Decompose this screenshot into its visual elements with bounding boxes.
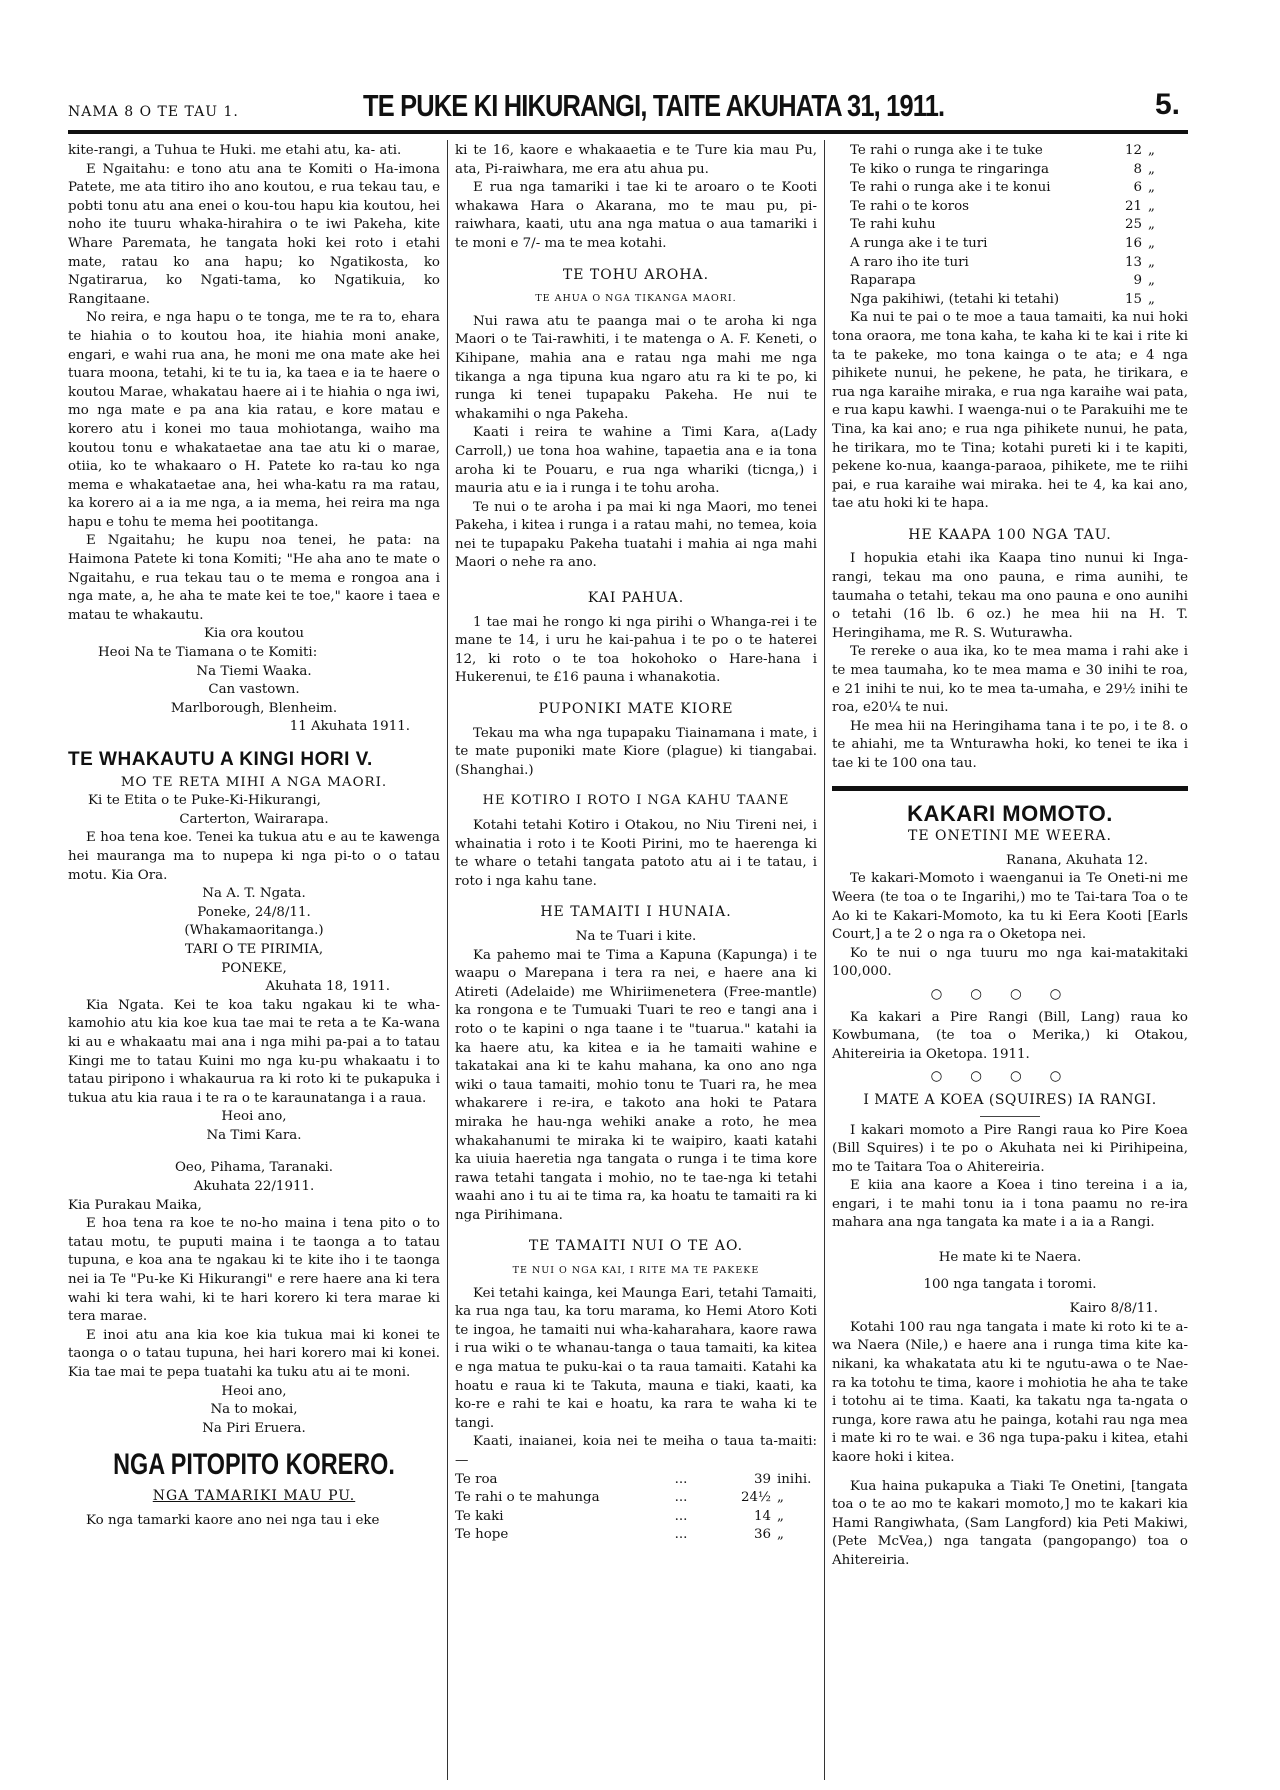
address: Oeo, Pihama, Taranaki. <box>174 1160 334 1176</box>
paragraph: E rua nga tamariki i tae ki te aroaro o te Kooti whakawa Hara o Akarana, mo te mau pu, pi-raiwhara, kaati, utu ana nga matua o aua tamariki i te moni e 7/- ma te mea kotahi. <box>455 180 817 251</box>
row-label: Te rahi o runga ake i te konui <box>850 180 1051 196</box>
row-unit: „ <box>1148 291 1155 307</box>
headline: He mate ki te Naera. <box>938 1250 1082 1266</box>
row-unit: „ <box>1148 143 1155 158</box>
table-row <box>832 254 1188 273</box>
row-unit: „ <box>1148 235 1155 251</box>
office-heading: PONEKE, <box>221 960 287 976</box>
row-label: Nga pakihiwi, (tetahi ki tetahi) <box>850 291 1060 307</box>
table-row <box>832 235 1188 254</box>
subheadline: NGA TAMARIKI MAU PU. <box>152 1487 356 1504</box>
subheadline: TE AHUA O NGA TIKANGA MAORI. <box>535 293 737 305</box>
column-1 <box>68 142 440 1530</box>
date: Akuhata 22/1911. <box>193 1179 315 1195</box>
paragraph: Kaati i reira te wahine a Timi Kara, a(Lady Carroll,) ue tona hoa wahine, tapaetia ana e ia tona aroha ki te Pouaru, e rua nga whariki (ticnga,) i mauria atu e ia i runga i te tohu aroha. <box>455 425 817 497</box>
paragraph: Ka pahemo mai te Tima a Kapuna (Kapunga) i te waapu o Marepana i tera ra nei, e haere ana ki Atireti (Adelaide) me Whiriimenetera (Free-mantle) ka rongona e te Tumuaki Tuari te reo e tangi ana i roto o te kapini o nga taane i te "tuarua." katahi ia ka haere atu, ka kitea e ia he tamaiti wahine e takatakai ana ki te kahu mahana, ka ono ano nga wiki o taua tamaiti, mohio tonu te Tuari ra, he mea whakarere i re-ira, e takoto ana hoki te Patara miraka he hau-nga wehiki anake a roto, he mea whakahanumi te miraka ki te waipiro, kaati katahi ka uiuia haeretia nga tangata o runga i te tima kore rawa tetahi tangata i mohio, no te tae-nga ki tetahi waahi ano i tu ai te tima ra, ka hoatu te tamaiti ra ki nga Pirihimana. <box>455 947 817 1223</box>
table-row <box>832 161 1188 180</box>
subheadline: 100 nga tangata i toromi. <box>923 1276 1097 1292</box>
dateline: Kairo 8/8/11. <box>1069 1301 1158 1317</box>
headline: KAI PAHUA. <box>587 590 685 607</box>
date: 11 Akuhata 1911. <box>289 719 410 735</box>
dateline: Ranana, Akuhata 12. <box>1005 852 1148 868</box>
column-divider <box>447 140 448 1780</box>
column-3 <box>832 142 1188 1571</box>
signoff: Heoi ano, <box>221 1383 287 1399</box>
row-unit: „ <box>1148 180 1155 196</box>
row-dots: ... <box>674 1471 688 1487</box>
separator-dots: ○○○○ <box>930 986 1090 1002</box>
row-unit: „ <box>777 1508 784 1524</box>
paragraph: He mea hii na Heringihama tana i te po, i te 8. o te ahiahi, me ta Wnturawha hoki, ko tenei te ika i tae ki te 100 ona tau. <box>832 718 1188 771</box>
row-label: Te rahi o te koros <box>850 198 970 214</box>
column-2 <box>455 142 817 1545</box>
row-value: 13 <box>1124 254 1142 270</box>
paragraph: Ko te nui o nga tuuru mo nga kai-matakitaki 100,000. <box>832 945 1188 980</box>
row-unit: „ <box>1148 198 1155 214</box>
paragraph: Kaati, inaianei, koia nei te meiha o taua ta-maiti:— <box>455 1434 817 1468</box>
row-unit: „ <box>1148 217 1155 233</box>
row-value: 39 <box>753 1471 771 1487</box>
row-value: 25 <box>1124 217 1142 233</box>
row-label: A runga ake i te turi <box>850 235 988 251</box>
row-value: 14 <box>753 1508 771 1524</box>
row-value: 36 <box>753 1527 771 1543</box>
date: Poneke, 24/8/11. <box>197 904 311 920</box>
masthead-rule <box>68 130 1188 134</box>
paragraph: Te kakari-Momoto i waenganui ia Te Oneti-ni me Weera (te toa o te Ingarihi,) mo te Tai-tara Toa o te Ao ki te Kakari-Momoto, ka tu ki Eera Kooti [Earls Court,] a te 2 o nga ra o Oketopa nei. <box>832 871 1188 943</box>
headline: HE TAMAITI I HUNAIA. <box>540 904 732 921</box>
paragraph: Ka nui te pai o te moe a taua tamaiti, ka nui hoki tona oraora, me tona kaha, te kaha ki te kai i rite ki ta te pakeke, mo tona kainga o te ata; e 4 nga pihikete nunui, he pekene, he pata, he tirikara, e rua nga karaihe miraka, e rua nga karaihe wai pata, e rua kapu kawhi. I waenga-nui o te Parakuihi me te Tina, ka kai ano; e rua nga pihikete nunui, he pata, he tirikara, mo te Tina; kotahi pureti ki i te kapiti, pekene ko-nua, kaanga-paraoa, pihikete, me te riihi pai, e rua karaihe wai miraka. hei te 4, ka kai ano, tae atu hoki ki te hapa. <box>832 310 1188 512</box>
table-row <box>455 1526 817 1545</box>
row-value: 9 <box>1133 273 1142 289</box>
issue-number: NAMA 8 O TE TAU 1. <box>68 104 239 120</box>
signoff: Heoi ano, <box>221 1109 287 1125</box>
paragraph: E kiia ana kaore a Koea i tino tereina i a ia, engari, i te mahi tonu ia i tona paamu no re-ira mahara ana nga tangata ka mate i a ia a Rangi. <box>832 1178 1188 1231</box>
table-row <box>832 179 1188 198</box>
section-headline: NGA PITOPITO KORERO. <box>113 1448 395 1482</box>
address: Carterton, Wairarapa. <box>179 811 329 827</box>
paragraph: Ko nga tamarki kaore ano nei nga tau i eke <box>86 1512 380 1528</box>
headline: TE WHAKAUTU A KINGI HORI V. <box>68 749 373 770</box>
row-label: A raro iho ite turi <box>850 254 969 270</box>
row-unit: „ <box>777 1490 784 1506</box>
signoff: Marlborough, Blenheim. <box>170 700 338 716</box>
separator-line <box>980 1116 1040 1117</box>
row-value: 15 <box>1124 291 1142 307</box>
row-unit: „ <box>1148 254 1155 270</box>
paragraph: kite-rangi, a Tuhua te Huki. me etahi atu, ka- ati. <box>68 143 402 158</box>
paragraph: Kei tetahi kainga, kei Maunga Eari, tetahi Tamaiti, ka rua nga tau, ka toru marama, ko Hemi Atoro Koti te ingoa, he tamaiti nui wha-kaharahara, kaore rawa i rua wiki o te whanau-tanga o taua tamaiti, ka kitea e nga matua te puku-kai o ta raua tamaiti. Katahi ka hoatu e raua ki te Takuta, mauna e tiaki, kaati, ka ko-re e rahi te kai e hoatu, ka rara te waha ki te tangi. <box>455 1285 817 1431</box>
row-label: Te kiko o runga te ringaringa <box>850 161 1049 177</box>
row-label: Te rahi kuhu <box>850 217 936 233</box>
paragraph: Te nui o te aroha i pa mai ki nga Maori, mo tenei Pakeha, i kitea i runga i a ratau mahi, no temea, koia nei te tupapaku Pakeha tuatahi i mahia ai nga mahi Maori o nehe ra ano. <box>455 499 817 571</box>
masthead <box>38 88 1188 126</box>
row-label: Te kaki <box>455 1508 504 1524</box>
table-row <box>832 272 1188 291</box>
signature: Na Timi Kara. <box>206 1127 302 1143</box>
paragraph: E Ngaitahu: e tono atu ana te Komiti o Ha-imona Patete, me ata titiro iho ano koutou, e rua tekau tau, e pobti tonu atu ana enei o kou-tou hapu kia koutou, hei noho ite tuuru whaka-hirahira o te iwi Pakeha, kite Whare Paremata, he tangata hoki kei roto i etahi mate, ratau ko ana hapu; ko Ngatikosta, ko Ngatirarua, ko Ngati-tama, ko Ngatikuia, ko Rangitaane. <box>68 161 440 307</box>
headline: TE TOHU AROHA. <box>562 266 710 283</box>
separator-dots: ○○○○ <box>930 1069 1090 1085</box>
section-headline: KAKARI MOMOTO. <box>907 800 1113 826</box>
newspaper-title: TE PUKE KI HIKURANGI, TAITE AKUHATA 31, 1911. <box>363 88 945 123</box>
row-unit: „ <box>1148 161 1155 177</box>
paragraph: 1 tae mai he rongo ki nga pirihi o Whanga-rei i te mane te 14, i uru he kai-pahua i te po o te haterei 12, ki roto o te toa hokohoko o Hare-hana i Hukerenui, te £16 pauna i whanakotia. <box>455 614 817 686</box>
paragraph: E Ngaitahu; he kupu noa tenei, he pata: na Haimona Patete ki tona Komiti; "He aha ano te mate o Ngaitahu, e rua tekau tau o te mema e rongoa ana i nga mate, a, he aha te mate kei te toe," kaore i taea e matau te whakautu. <box>68 533 440 623</box>
table-row <box>455 1508 817 1527</box>
paragraph: Kia Ngata. Kei te koa taku ngakau ki te wha-kamohio atu kia koe kua tae mai te reta a te Ka-wana ki au e whakaatu mai ana i nga mihi pa-pai a to tatau Kingi me to tatau Kuini mo nga ku-pu whakaatu i to tatau piripono i whakaurua ra ki roto ki te pukapuka i tukua atu kia raua i te ra o te karaunatanga i a raua. <box>68 997 440 1106</box>
paragraph: Tekau ma wha nga tupapaku Tiainamana i mate, i te mate puponiki mate Kiore (plague) ki tiangabai. (Shanghai.) <box>455 725 817 778</box>
row-value: 24½ <box>740 1490 771 1506</box>
row-label: Te rahi o runga ake i te tuke <box>850 143 1043 158</box>
paragraph: I kakari momoto a Pire Rangi raua ko Pire Koea (Bill Squires) i te po o Akuhata nei ki Pirihipeina, mo te Taitara Toa o Ahitereiria. <box>832 1122 1188 1175</box>
salutation: Kia Purakau Maika, <box>68 1197 202 1213</box>
row-label: Te roa <box>455 1471 498 1487</box>
signature: Na Piri Eruera. <box>202 1420 306 1436</box>
signoff: Can vastown. <box>208 682 300 698</box>
table-row <box>832 198 1188 217</box>
signoff: Heoi Na te Tiamana o te Komiti: <box>98 645 318 661</box>
row-unit: inihi. <box>777 1471 812 1487</box>
date: Akuhata 18, 1911. <box>265 979 390 995</box>
signature: Na Tiemi Waaka. <box>196 663 312 679</box>
row-dots: ... <box>674 1508 688 1524</box>
headline: HE KAAPA 100 NGA TAU. <box>908 526 1112 543</box>
paragraph: Kua haina pukapuka a Tiaki Te Onetini, [tangata toa o te ao mo te kakari momoto,] mo te kakari kia Hami Rangiwhata, (Sam Langford) kia Peti Makiwi, (Pete McVea,) nga tangata (pangopango) toa o Ahitereiria. <box>832 1478 1188 1568</box>
paragraph: Ka kakari a Pire Rangi (Bill, Lang) raua ko Kowbumana, (te toa o Merika,) ki Otakou, Ahitereiria ia Oketopa. 1911. <box>832 1009 1188 1062</box>
signoff: Kia ora koutou <box>203 626 305 642</box>
headline: TE TAMAITI NUI O TE AO. <box>528 1238 744 1255</box>
section-rule <box>832 786 1188 791</box>
subheadline: TE NUI O NGA KAI, I RITE MA TE PAKEKE <box>512 1265 760 1277</box>
table-row <box>455 1471 817 1490</box>
row-value: 12 <box>1124 143 1142 158</box>
subheadline: MO TE RETA MIHI A NGA MAORI. <box>120 774 388 790</box>
row-value: 16 <box>1124 235 1142 251</box>
row-label: Te rahi o te mahunga <box>455 1490 600 1506</box>
measurements-table-continued <box>832 142 1188 309</box>
paragraph: E hoa tena ra koe te no-ho maina i tena pito o to tatau motu, te puputi maina i te taonga a to tatau tupuna, e koa ana te ngakau ki te kite iho i te taonga nei ia Te "Pu-ke Ki Hikurangi" e rere haere ana ki tera wahi ki tera wahi, ki te hari korero ki tera marae ki tera marae. <box>68 1216 440 1325</box>
paragraph: Te rereke o aua ika, ko te mea mama i rahi ake i te mea taumaha, ko te mea mama e 30 inihi te roa, e 21 inihi te nui, ko te mea ta-umaha, e 29½ inihi te roa, e20¼ te nui. <box>832 644 1188 716</box>
column-divider <box>824 140 825 1780</box>
paragraph: E inoi atu ana kia koe kia tukua mai ki konei te taonga o o tatau tupuna, hei hari korero mai ki konei. Kia tae mai te pepa tuatahi ka tuku atu ai te moni. <box>68 1327 440 1380</box>
measurements-table <box>455 1471 817 1545</box>
paragraph: Kotahi 100 rau nga tangata i mate ki roto ki te a-wa Naera (Nile,) e haere ana i runga tima kite ka-nikani, ka whakatata atu ki te ngutu-awa o te Nae-ra ka totohu te tima, kaore i mohiotia he aha te take i totohu ai te tima. Kaati, ka takatu nga ta-ngata o runga, kore rawa atu he painga, kotahi rau nga mea i mate ki ro te wai. e 36 nga tupa-paku i kitea, etahi kaore hoki i kitea. <box>832 1319 1188 1465</box>
table-row <box>832 291 1188 310</box>
paragraph: No reira, e nga hapu o te tonga, me te ra to, ehara te hiahia o to koutou hoa, ite hiahia moni anake, engari, e wahi rua ana, he moni me ona mate ake hei tuara moona, tetahi, ki te tu ia, ka taea e ia te haere o koutou Marae, whakatau haere ai i te hiahia o nga iwi, mo nga mate e pa ana kia ratau, e kore matau e korero atu i konei mo taua mohiotanga, waiho ma koutou tonu e whakataetae ana tae atu ki o marae, otiia, ko te whakaaro o H. Patete ko ra-tau ko nga mema e whakataetae ana, hei wha-katu ra ma ratau, ka korero ai a ia me nga, a ia mema, hei reira ma nga hapu e tohu te mema hei pootitanga. <box>68 310 440 530</box>
headline: I MATE A KOEA (SQUIRES) IA RANGI. <box>863 1091 1157 1108</box>
headline: PUPONIKI MATE KIORE <box>538 701 734 718</box>
note: (Whakamaoritanga.) <box>184 923 324 939</box>
address: Ki te Etita o te Puke-Ki-Hikurangi, <box>88 793 321 809</box>
page-number: 5. <box>1154 88 1180 121</box>
row-unit: „ <box>1148 273 1155 289</box>
headline: HE KOTIRO I ROTO I NGA KAHU TAANE <box>482 793 790 809</box>
row-dots: ... <box>674 1490 688 1506</box>
byline: Na te Tuari i kite. <box>575 928 697 944</box>
signoff: Na to mokai, <box>210 1402 298 1418</box>
row-value: 21 <box>1124 198 1142 214</box>
table-row <box>455 1489 817 1508</box>
paragraph: Nui rawa atu te paanga mai o te aroha ki nga Maori o te Tai-rawhiti, i te matenga o A. F. Keneti, o Kihipane, mahia ana e ratau nga mahi me nga tikanga a nga tipuna kua ngaro atu ra ki te po, ki runga ki tenei tupapaku Pakeha. He nui te whakamihi o nga Pakeha. <box>455 313 817 422</box>
row-label: Te hope <box>455 1527 509 1543</box>
paragraph: I hopukia etahi ika Kaapa tino nunui ki Inga-rangi, tekau ma ono pauna, e rima aunihi, te taumaha o tetahi, tekau ma ono pauna e ono aunihi o tetahi (16 lb. 6 oz.) he mea hii na H. T. Heringihama, me R. S. Wuturawha. <box>832 551 1188 641</box>
office-heading: TARI O TE PIRIMIA, <box>184 941 324 957</box>
row-label: Raparapa <box>850 273 916 289</box>
row-unit: „ <box>777 1527 784 1543</box>
signature: Na A. T. Ngata. <box>202 886 306 902</box>
paragraph: E hoa tena koe. Tenei ka tukua atu e au te kawenga hei mauranga ma to nupepa ki nga pi-to o o tatau motu. Kia Ora. <box>68 830 440 883</box>
row-dots: ... <box>674 1527 688 1543</box>
table-row <box>832 216 1188 235</box>
paragraph: Kotahi tetahi Kotiro i Otakou, no Niu Tireni nei, i whainatia i roto i te Kooti Pirini, mo te haerenga ki te whare o tetahi tangata patoto atu ai i te tatau, i roto i nga kahu tane. <box>455 818 817 889</box>
row-value: 6 <box>1133 180 1142 196</box>
headline: TE ONETINI ME WEERA. <box>908 828 1112 845</box>
paragraph: ki te 16, kaore e whakaaetia e te Ture kia mau Pu, ata, Pi-raiwhara, me era atu ahua pu. <box>455 143 817 177</box>
table-row <box>832 142 1188 161</box>
row-value: 8 <box>1133 161 1142 177</box>
